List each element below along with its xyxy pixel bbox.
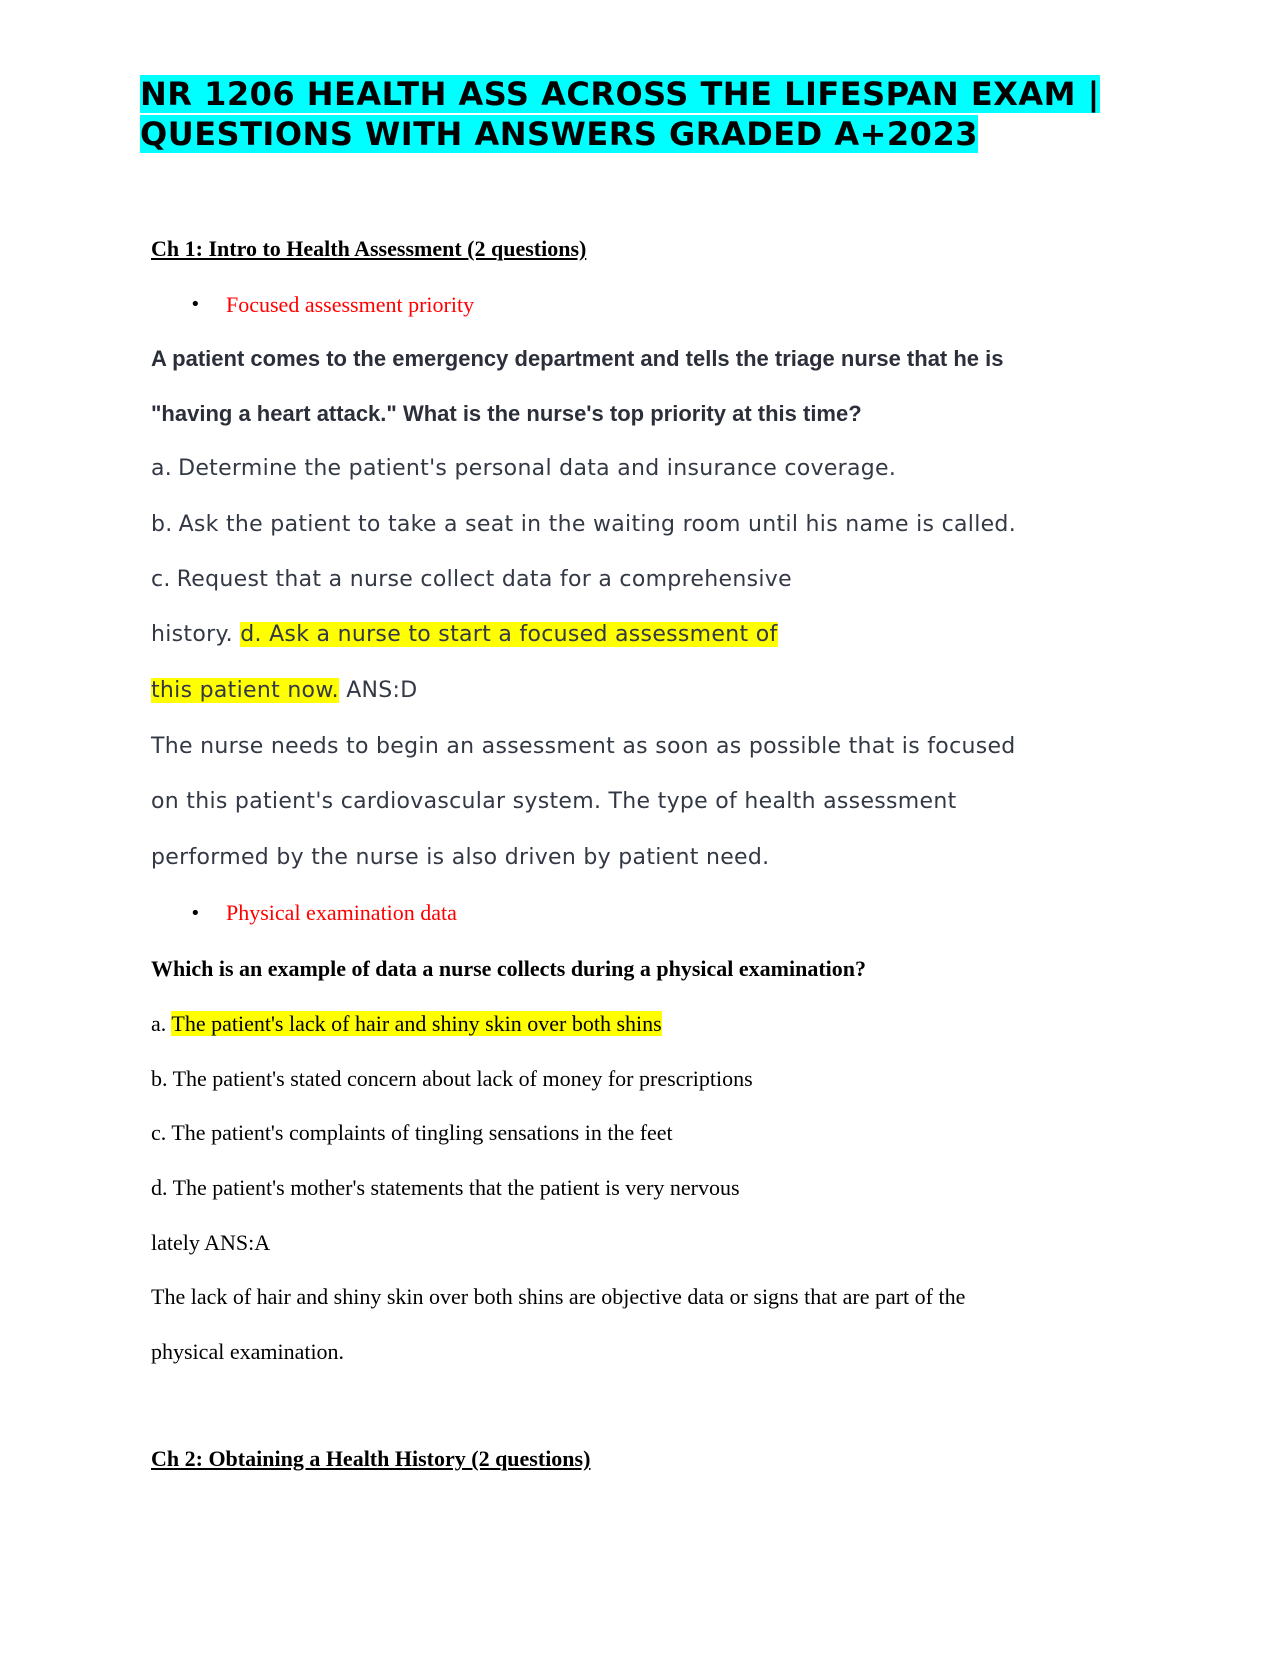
document-title [140, 74, 1100, 154]
question-2-stem: Which is an example of data a nurse collects during a physical examination? [151, 956, 867, 981]
chapter-1-heading: Ch 1: Intro to Health Assessment (2 questions) [151, 236, 587, 261]
question-2-topic: Physical examination data [226, 900, 457, 925]
option-label: b. [151, 512, 173, 537]
question-1-option-c [151, 567, 792, 592]
option-text: Request that a nurse collect data for a comprehensive [176, 567, 792, 592]
option-text: Ask the patient to take a seat in the waiting room until his name is called. [178, 512, 1016, 537]
answer-key: ANS:D [346, 678, 418, 703]
question-1-option-c-continued [151, 622, 778, 647]
question-2-option-d-continued: lately ANS:A [151, 1230, 271, 1255]
bullet-icon: • [190, 294, 201, 315]
question-1-stem-line-1: A patient comes to the emergency department and tells the triage nurse that he is [151, 346, 1004, 371]
option-c-continuation: history. [151, 622, 233, 647]
option-label: a. [151, 1011, 167, 1036]
correct-answer-highlight: d. Ask a nurse to start a focused assessment of [240, 622, 778, 647]
question-1-rationale-line-2: on this patient's cardiovascular system. The type of health assessment [151, 789, 957, 814]
question-2-option-a [151, 1011, 662, 1037]
title-line-1: NR 1206 HEALTH ASS ACROSS THE LIFESPAN EXAM | [140, 75, 1100, 113]
question-2-option-c: c. The patient's complaints of tingling sensations in the feet [151, 1120, 673, 1145]
correct-answer-highlight: The patient's lack of hair and shiny skin over both shins [171, 1011, 662, 1036]
correct-answer-highlight: this patient now. [151, 678, 339, 703]
question-2-rationale-line-1: The lack of hair and shiny skin over both shins are objective data or signs that are part of the [151, 1284, 966, 1309]
question-2-option-d: d. The patient's mother's statements that the patient is very nervous [151, 1175, 740, 1200]
title-line-2: QUESTIONS WITH ANSWERS GRADED A+2023 [140, 115, 978, 153]
question-2-rationale-line-2: physical examination. [151, 1339, 345, 1364]
question-1-topic: Focused assessment priority [226, 292, 475, 317]
question-1-rationale-line-3: performed by the nurse is also driven by patient need. [151, 845, 770, 870]
question-1-option-d-continued [151, 678, 418, 703]
question-2-option-b: b. The patient's stated concern about lack of money for prescriptions [151, 1066, 753, 1091]
option-text: Determine the patient's personal data and insurance coverage. [178, 456, 897, 481]
question-1-option-b [151, 512, 1016, 537]
option-label: c. [151, 567, 171, 592]
question-1-option-a [151, 456, 896, 481]
question-1-stem-line-2: "having a heart attack." What is the nurse's top priority at this time? [151, 401, 862, 426]
question-1-rationale-line-1: The nurse needs to begin an assessment as soon as possible that is focused [151, 734, 1016, 759]
bullet-icon: • [190, 903, 201, 924]
option-label: a. [151, 456, 173, 481]
chapter-2-heading: Ch 2: Obtaining a Health History (2 questions) [151, 1446, 591, 1471]
